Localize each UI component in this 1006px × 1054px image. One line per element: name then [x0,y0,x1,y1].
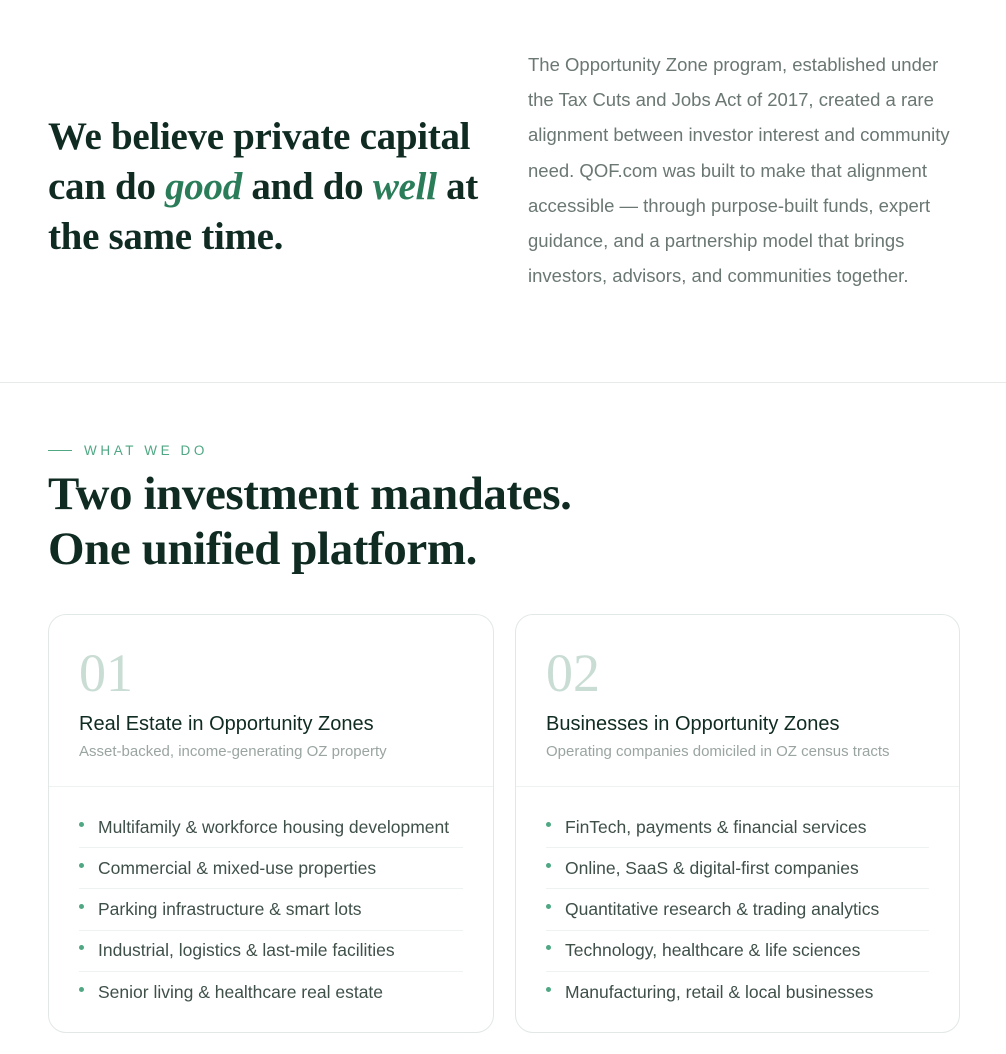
intro-paragraph: The Opportunity Zone program, established under the Tax Cuts and Jobs Act of 2017, created a rare alignment between investor interest and community need. QOF.com was built to make that alignment accessible — through purpose-built funds, expert guidance, and a partnership model that brings investors, advisors, and communities together. [528,54,950,287]
eyebrow-label: WHAT WE DO [84,442,208,458]
list-item [546,848,929,889]
list-item-text: FinTech, payments & financial services [565,816,867,837]
bullet-dot-icon [546,987,551,992]
card-item-list [79,807,463,1013]
list-item-text: Parking infrastructure & smart lots [98,898,362,919]
mission-part-1: We believe private capital can do [48,115,471,208]
card-item-list [546,807,929,1013]
list-item-text: Technology, healthcare & life sciences [565,940,861,961]
mission-part-2: and do [241,165,373,208]
mandate-card-businesses [515,614,960,1033]
list-item-text: Commercial & mixed-use properties [98,857,377,878]
intro-section [0,0,1006,383]
mission-emphasis-good: good [165,165,242,208]
list-item [79,807,463,848]
section-eyebrow [48,442,208,458]
list-item [79,889,463,930]
headline-line-2: One unified platform. [48,523,477,575]
card-header [49,615,493,787]
bullet-dot-icon [79,904,84,909]
list-item [79,972,463,1013]
card-header [516,615,959,787]
list-item-text: Multifamily & workforce housing development [98,816,450,837]
card-title: Businesses in Opportunity Zones [546,713,840,735]
list-item-text: Quantitative research & trading analytics [565,898,880,919]
mission-statement [48,112,478,262]
bullet-dot-icon [546,904,551,909]
section-headline [48,467,748,577]
headline-line-1: Two investment mandates. [48,468,572,520]
list-item [79,848,463,889]
list-item [546,931,929,972]
bullet-dot-icon [546,863,551,868]
bullet-dot-icon [546,822,551,827]
card-number: 02 [546,643,600,703]
card-title: Real Estate in Opportunity Zones [79,713,374,735]
card-subtitle: Operating companies domiciled in OZ census tracts [546,743,890,760]
list-item [79,931,463,972]
eyebrow-dash [48,450,72,451]
mission-part-3: at the same time. [48,165,478,258]
list-item-text: Industrial, logistics & last-mile facilities [98,940,395,961]
bullet-dot-icon [546,945,551,950]
card-subtitle: Asset-backed, income-generating OZ property [79,743,387,760]
bullet-dot-icon [79,945,84,950]
list-item-text: Manufacturing, retail & local businesses [565,981,874,1002]
mandate-card-real-estate [48,614,494,1033]
mission-emphasis-well: well [372,165,437,208]
list-item-text: Senior living & healthcare real estate [98,981,384,1002]
list-item-text: Online, SaaS & digital-first companies [565,857,859,878]
list-item [546,889,929,930]
card-number: 01 [79,643,133,703]
bullet-dot-icon [79,822,84,827]
bullet-dot-icon [79,987,84,992]
bullet-dot-icon [79,863,84,868]
list-item [546,972,929,1013]
list-item [546,807,929,848]
